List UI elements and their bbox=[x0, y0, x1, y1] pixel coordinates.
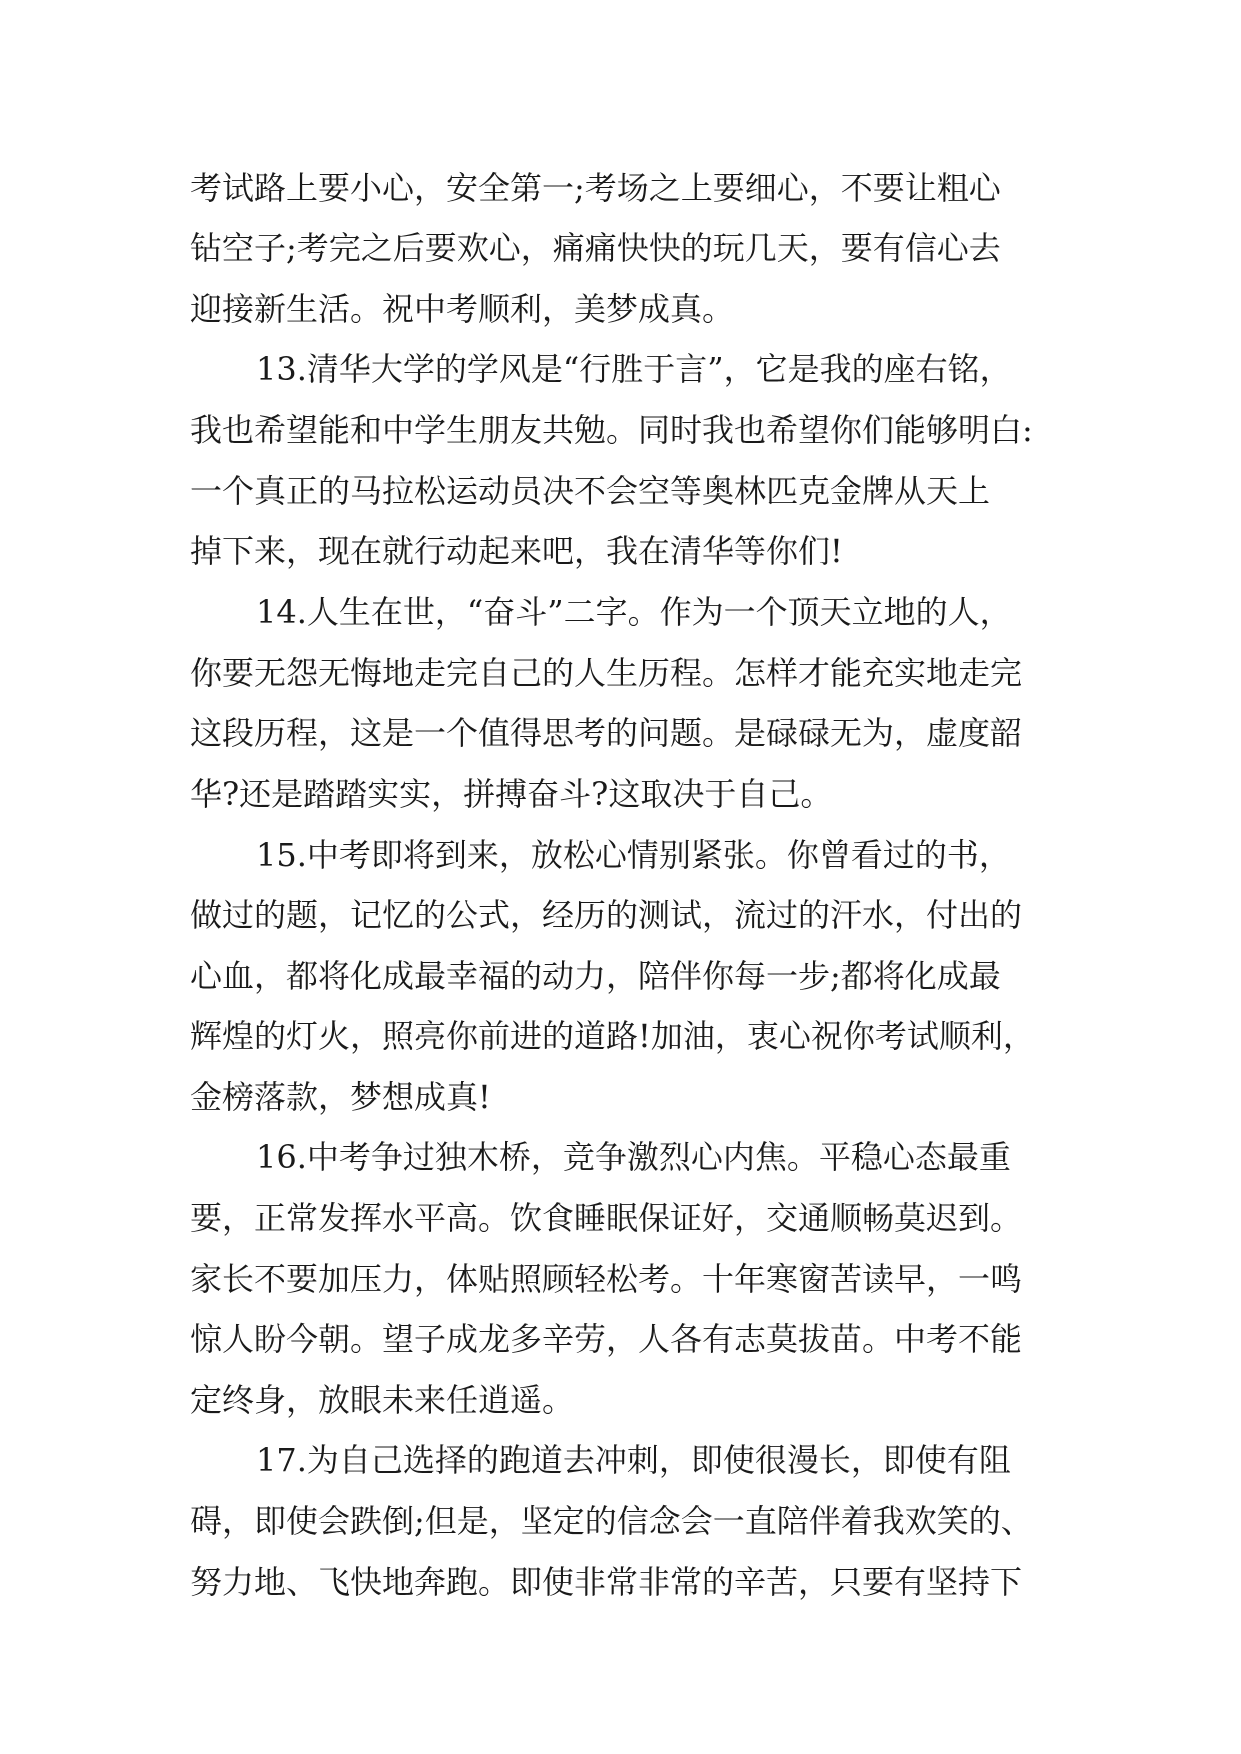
text-line: 我也希望能和中学生朋友共勉。同时我也希望你们能够明白: bbox=[190, 411, 1033, 449]
text-line: 惊人盼今朝。望子成龙多辛劳，人各有志莫拔苗。中考不能 bbox=[190, 1320, 1023, 1358]
text-line: 心血，都将化成最幸福的动力，陪伴你每一步;都将化成最 bbox=[190, 957, 1001, 995]
text-line: 一个真正的马拉松运动员决不会空等奥林匹克金牌从天上 bbox=[190, 472, 991, 510]
text-line: 金榜落款，梦想成真! bbox=[190, 1078, 491, 1116]
text-line: 迎接新生活。祝中考顺利，美梦成真。 bbox=[190, 290, 735, 328]
text-line: 辉煌的灯火，照亮你前进的道路!加油，衷心祝你考试顺利， bbox=[190, 1017, 1035, 1055]
text-line: 13.清华大学的学风是“行胜于言”，它是我的座右铭， bbox=[256, 350, 1012, 388]
text-line: 华?还是踏踏实实，拼搏奋斗?这取决于自己。 bbox=[190, 775, 833, 813]
text-line: 考试路上要小心，安全第一;考场之上要细心，不要让粗心 bbox=[190, 169, 1001, 207]
text-line: 家长不要加压力，体贴照顾轻松考。十年寒窗苦读早，一鸣 bbox=[190, 1260, 1023, 1298]
text-line: 14.人生在世，“奋斗”二字。作为一个顶天立地的人， bbox=[256, 593, 1012, 631]
text-line: 15.中考即将到来，放松心情别紧张。你曾看过的书， bbox=[256, 836, 1011, 874]
text-line: 定终身，放眼未来任逍遥。 bbox=[190, 1381, 575, 1419]
text-line: 掉下来，现在就行动起来吧，我在清华等你们! bbox=[190, 532, 843, 570]
text-line: 16.中考争过独木桥，竞争激烈心内焦。平稳心态最重 bbox=[256, 1138, 1011, 1176]
text-line: 碍，即使会跌倒;但是，坚定的信念会一直陪伴着我欢笑的、 bbox=[190, 1502, 1033, 1540]
text-line: 钻空子;考完之后要欢心，痛痛快快的玩几天，要有信心去 bbox=[190, 229, 1001, 267]
text-line: 17.为自己选择的跑道去冲刺，即使很漫长，即使有阻 bbox=[256, 1441, 1011, 1479]
text-line: 这段历程，这是一个值得思考的问题。是碌碌无为，虚度韶 bbox=[190, 714, 1023, 752]
text-line: 努力地、飞快地奔跑。即使非常非常的辛苦，只要有坚持下 bbox=[190, 1563, 1023, 1601]
text-line: 要，正常发挥水平高。饮食睡眠保证好，交通顺畅莫迟到。 bbox=[190, 1199, 1023, 1237]
text-line: 你要无怨无悔地走完自己的人生历程。怎样才能充实地走完 bbox=[190, 654, 1023, 692]
text-line: 做过的题，记忆的公式，经历的测试，流过的汗水，付出的 bbox=[190, 896, 1023, 934]
